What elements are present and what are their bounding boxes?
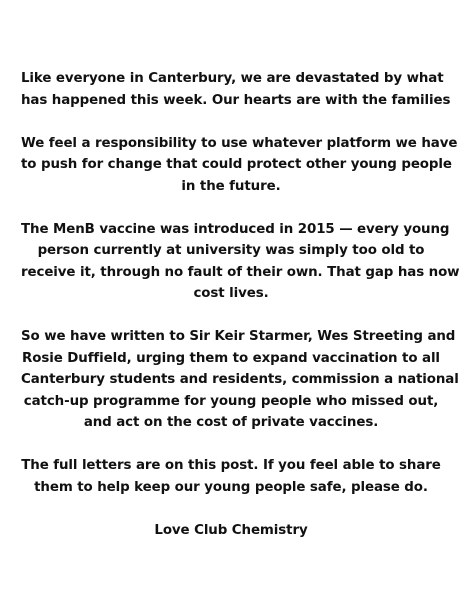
text-line: The full letters are on this post. If you feel able to share [21, 458, 441, 473]
text-line: has happened this week. Our hearts are with the families [21, 92, 451, 108]
text-line: So we have written to Sir Keir Starmer, Wes Streeting and [21, 329, 456, 344]
statement-body [0, 68, 462, 541]
text-line: and act on the cost of private vaccines. [83, 415, 379, 430]
text-line: in the future. [181, 178, 281, 194]
text-line: The MenB vaccine was introduced in 2015 — every young [21, 221, 450, 237]
text-line: We feel a responsibility to use whatever platform we have [21, 135, 458, 151]
paragraph-call-to-share [21, 455, 441, 498]
text-line: them to help keep our young people safe, please do. [34, 479, 428, 495]
paragraph-responsibility [21, 133, 458, 198]
text-line: Rosie Duffield, urging them to expand vaccination to all [22, 350, 440, 366]
text-line: cost lives. [193, 286, 269, 301]
paragraph-condolences [21, 68, 451, 111]
text-line: person currently at university was simply too old to [37, 243, 425, 258]
text-line: Canterbury students and residents, commission a national [21, 372, 459, 387]
text-line: Like everyone in Canterbury, we are devastated by what [21, 71, 444, 86]
signature: Love Club Chemistry [154, 522, 308, 538]
paragraph-letters-sent [21, 326, 459, 434]
paragraph-vaccine-history [21, 219, 460, 305]
text-line: catch-up programme for young people who missed out, [23, 393, 439, 409]
text-line: receive it, through no fault of their own. That gap has now [21, 264, 460, 280]
text-line: to push for change that could protect other young people [21, 157, 452, 172]
